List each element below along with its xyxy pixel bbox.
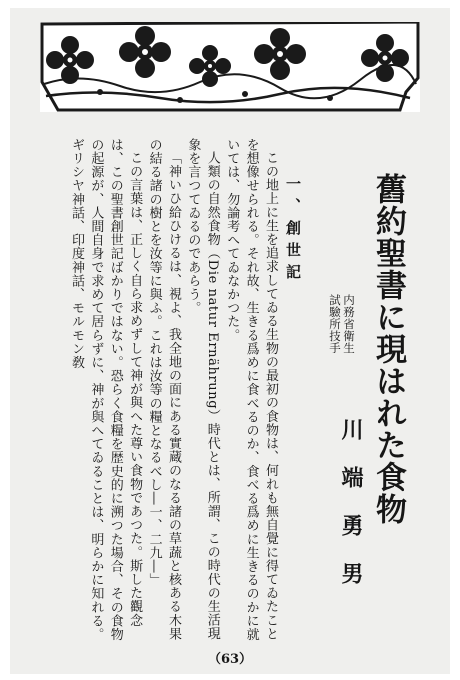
article-title: 舊約聖書に現はれた食物 — [370, 173, 406, 525]
section-heading: 一、創世記 — [284, 176, 302, 286]
floral-ornament-banner — [40, 22, 420, 112]
page-number: （63） — [207, 652, 253, 667]
body-paragraph-3: 「神いひ給ひけるは、視よ、我全地の面にある實蔵のなる諸の草蔬と核ある木果の結る諸の樹とを汝等に與ふ。これは汝等の糧となるべし―一、二九―」 — [146, 138, 181, 641]
magazine-page — [10, 8, 450, 674]
author-name: 川端勇男 — [338, 418, 364, 610]
body-paragraph-1: この地上に生を追求してゐる生物の最初の食物は、何れも無自覺に得てゐたことを想像せられる。それ故、生きる爲めに食べるのか、食べる爲めに生きるのかに就いては、勿論考へてゐなかつた。 — [224, 138, 278, 642]
article-body — [48, 138, 280, 643]
body-paragraph-4: この言葉は、正しく自ら求めずして神が與へた尊い食物であつた。斯した觀念は、この聖書創世記ばかりではない。恐らく食糧を歴史的に溯つた場合、その食物の起源が、人間自身で求めて居らずに、神が與へてゐることは、明らかに知れる。ギリシヤ神話、印度神話、モルモン敎 — [68, 138, 143, 642]
author-affiliation-line-2: 試驗所技手 — [328, 294, 342, 354]
body-paragraph-2: 人類の自然食物（Die natur Ernährung）時代とは、所謂、この時代の生活現象を言つてゐるのであらう。 — [185, 138, 220, 641]
author-affiliation-line-1: 内務省衛生 — [342, 294, 356, 354]
author-affiliation — [328, 294, 356, 354]
